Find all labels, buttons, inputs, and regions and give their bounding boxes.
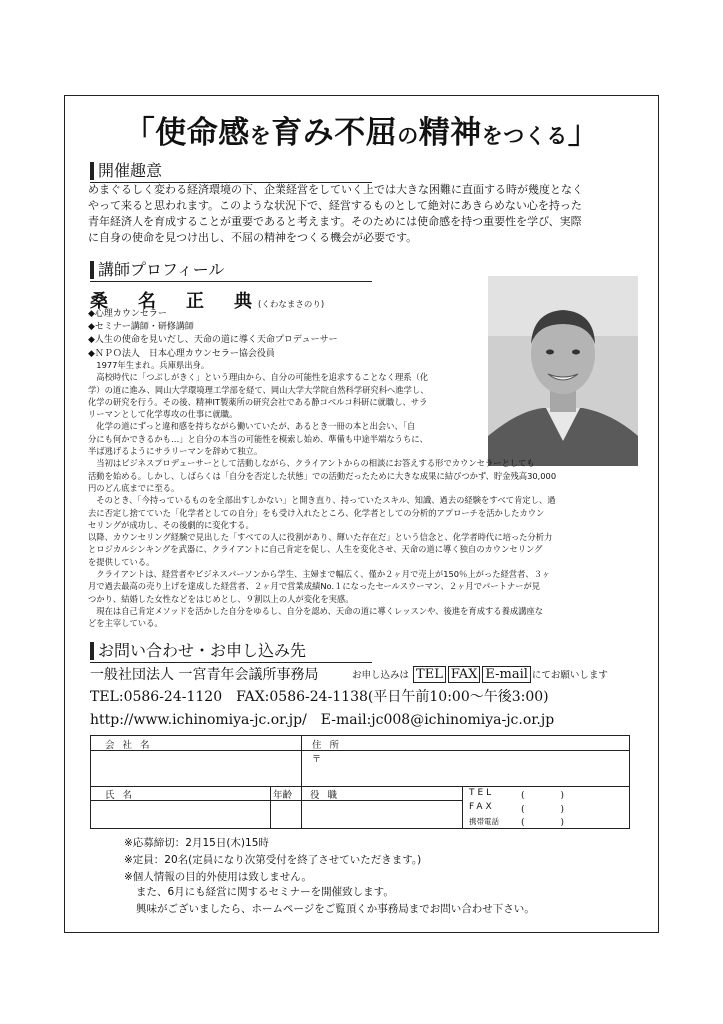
bio-line: 1977年生まれ。兵庫県出身。 <box>88 360 210 370</box>
section-heading-purpose <box>90 160 372 183</box>
bio-line: 分にも何かできるかも…」と自分の本当の可能性を模索し始め、準備も中途半端なうちに、 <box>88 433 428 444</box>
heading-label: 講師プロフィール <box>98 260 225 279</box>
bio-line: 以降、カウンセリング経験で見出した「すべての人に役割があり、輝いた存在だ」という信念と、化学者時代に培った分析力 <box>88 532 553 543</box>
company-label: 会社名 <box>105 740 158 751</box>
bio-line: 去に否定し捨てていた「化学者としての自分」をも受け入れたところ、化学者としての分析的アプローチを活かしたカウン <box>88 507 545 518</box>
bio-line: 活動を始める。しかし、しばらくは「自分を否定した状態」での活動だったために大きな成果に結びつかず、貯金残高30,000 <box>88 470 557 481</box>
mobile-paren: ( ) <box>521 818 565 828</box>
note-privacy: ※個人情報の目的外使用は致しません。 <box>124 871 312 883</box>
apply-tel-box: TEL <box>413 666 446 683</box>
bio-line: 高校時代に「つぶしがきく」という理由から、自分の可能性を追求することなく理系（化 <box>88 372 429 383</box>
section-heading-contact <box>90 640 372 663</box>
bio-line: 化学の道にずっと違和感を持ちながら働いていたが、あるとき一冊の本と出会い、「自 <box>88 421 416 432</box>
bio-line: 円のどん底までに至る。 <box>88 482 180 493</box>
purpose-line: めまぐるしく変わる経済環境の下、企業経営をしていく上では大きな困難に直面する時が幾度となく <box>88 183 583 196</box>
apply-prefix: お申し込みは <box>352 670 410 681</box>
purpose-line: に自身の使命を見つけ出し、不屈の精神をつくる機会が必要です。 <box>88 231 418 244</box>
speaker-bio <box>88 359 638 630</box>
apply-fax-box: FAX <box>448 666 481 683</box>
bio-line: 学）の道に進み、岡山大学環境理工学部を経て、岡山大学大学院自然科学研究科へ進学し、 <box>88 384 429 395</box>
role-item: ◆セミナー講師・研修講師 <box>88 322 194 333</box>
contact-web-email: http://www.ichinomiya-jc.or.jp/ E-mail:jc008@ichinomiya-jc.or.jp <box>90 712 555 728</box>
heading-bar <box>90 261 94 279</box>
bio-line: 月で過去最高の売り上げを達成した経営者、２ヶ月で営業成績No.１になったセールスウーマン、２ヶ月でパートナーが見 <box>88 581 541 592</box>
fax-paren: ( ) <box>521 805 565 815</box>
bio-line: を提供している。 <box>88 556 155 567</box>
heading-label: 開催趣意 <box>98 161 163 180</box>
contact-phone-fax: TEL:0586-24-1120 FAX:0586-24-1138(平日午前10:00～午後3:00) <box>90 689 549 705</box>
purpose-line: やって来ると思われます。このような状況下で、経営するものとして絶対にあきらめない心を持った <box>88 199 582 212</box>
age-field[interactable] <box>271 786 302 828</box>
purpose-line: 青年経済人を育成することが重要であると考えます。そのためには使命感を持つ重要性を学び、実際 <box>88 215 582 228</box>
mobile-label: 携帯電話 <box>469 817 499 826</box>
bio-line: 化学の研究を行う。その後、精神IT製薬所の研究会社である静コベルコ科研に就職し、サラ <box>88 396 428 407</box>
apply-suffix: にてお願いします <box>531 670 608 681</box>
bio-line: とロジカルシンキングを武器に、クライアントに自己肯定を促し、人生を変化させ、天命の道に導く独自のカウンセリング <box>88 544 543 555</box>
name-label: 氏名 <box>105 790 141 801</box>
bio-line: そのとき、「今持っているものを全部出すしかない」と開き直り、持っていたスキル、知識、過去の経験をすべて肯定し、過 <box>88 495 556 506</box>
speaker-name: 桑 名 正 典(くわなまさのり) <box>90 291 325 312</box>
address-field[interactable] <box>302 736 629 786</box>
bio-line: 現在は自己肯定メソッドを活かした自分をゆるし、自分を認め、天命の道に導くレッスンや、後進を育成する養成講座な <box>88 605 544 616</box>
bio-line: つかり、結婚した女性などをはじめとし、９割以上の人が変化を実感。 <box>88 593 354 604</box>
heading-bar <box>90 642 94 660</box>
role-item: ◆心理カウンセラー <box>88 309 167 319</box>
page-title: 「使命感を育み不屈の精神をつくる」 <box>123 115 600 151</box>
notes-list <box>124 835 421 886</box>
speaker-reading: (くわなまさのり) <box>258 300 325 310</box>
closing-line: 興味がございましたら、ホームページをご覧頂くか事務局までお問い合わせ下さい。 <box>136 903 535 915</box>
bio-line: クライアントは、経営者やビジネスパーソンから学生、主婦まで幅広く、僅か２ヶ月で売上が150％上がった経営者、３ヶ <box>88 569 551 580</box>
fax-label: FAX <box>469 802 495 812</box>
apply-email-box: E-mail <box>482 666 531 683</box>
application-form <box>90 735 630 829</box>
apply-methods <box>352 666 608 683</box>
phone-fields[interactable] <box>463 786 629 828</box>
age-label: 年齢 <box>273 790 293 801</box>
closing-line: また、6月にも経営に関するセミナーを開催致します。 <box>136 886 394 898</box>
postal-mark: 〒 <box>312 755 322 765</box>
bio-line: どを主宰している。 <box>88 618 163 629</box>
heading-bar <box>90 162 94 180</box>
tel-paren: ( ) <box>521 791 565 801</box>
contact-organization: 一般社団法人 一宮青年会議所事務局 <box>90 667 319 683</box>
closing-message <box>136 884 535 918</box>
speaker-roles <box>88 308 338 361</box>
purpose-text <box>88 182 638 246</box>
bio-line: 半ば逃げるようにサラリーマンを辞めて独立。 <box>88 446 263 457</box>
section-heading-profile <box>90 259 372 282</box>
role-item: ◆人生の使命を見いだし、天命の道に導く天命プロデューサー <box>88 335 338 346</box>
position-field[interactable] <box>302 786 463 828</box>
heading-label: お問い合わせ・お申し込み先 <box>98 641 307 660</box>
note-capacity: ※定員：20名(定員になり次第受付を終了させていただきます。) <box>124 854 422 866</box>
role-item: ◆ＮＰＯ法人 日本心理カウンセラー協会役員 <box>88 348 275 359</box>
tel-label: TEL <box>469 788 495 798</box>
bio-line: 当初はビジネスプロデューサーとして活動しながら、クライアントからの相談にお答えする形でカウンセラーとしても <box>88 458 535 469</box>
company-field[interactable] <box>91 736 302 786</box>
bio-line: リーマンとして化学専攻の仕事に就職。 <box>88 409 238 420</box>
note-deadline: ※応募締切：2月15日(木)15時 <box>124 837 269 849</box>
bio-line: セリングが成功し、その後劇的に変化する。 <box>88 519 254 530</box>
address-label: 住所 <box>312 740 348 751</box>
position-label: 役職 <box>310 790 346 801</box>
name-field[interactable] <box>91 786 271 828</box>
